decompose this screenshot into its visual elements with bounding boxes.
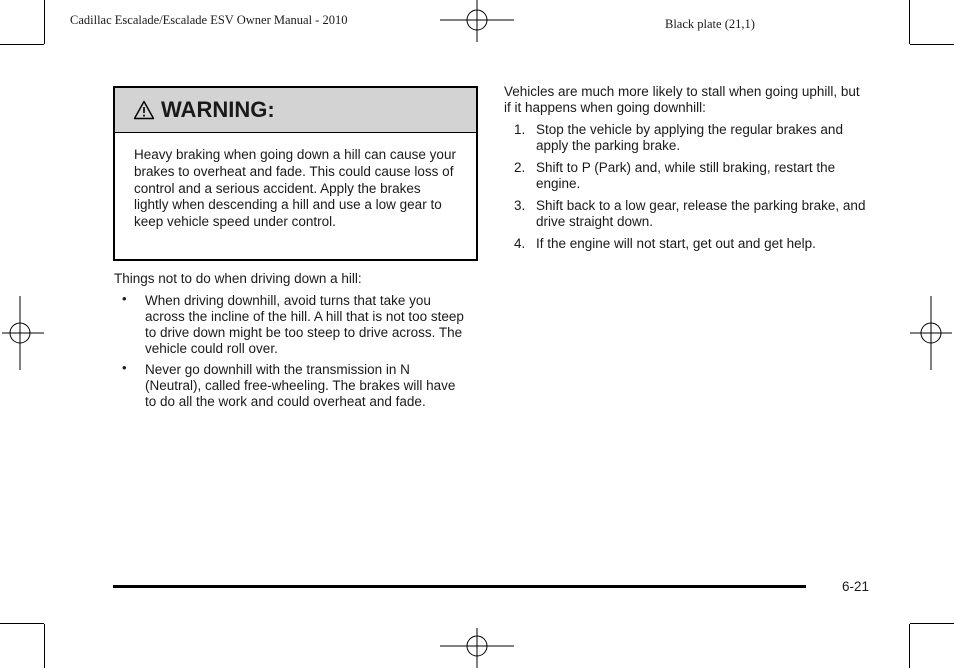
- left-intro: Things not to do when driving down a hill:: [114, 271, 362, 286]
- warning-triangle-icon: [133, 100, 155, 120]
- list-item: [504, 122, 870, 154]
- step-number: 4.: [514, 236, 526, 251]
- warning-body: Heavy braking when going down a hill can cause your brakes to overheat and fade. This could cause loss of control and a serious accident. Apply the brakes lightly when descending a hill and use a low gear to keep vehicle speed under control.: [134, 147, 456, 230]
- crop-mark: [910, 44, 954, 45]
- registration-mark-bottom: [440, 626, 514, 668]
- crop-mark: [910, 623, 954, 624]
- bullet-icon: •: [122, 291, 127, 306]
- bullet-icon: •: [122, 360, 127, 375]
- step-text: If the engine will not start, get out and get help.: [536, 236, 816, 251]
- step-text: Shift to P (Park) and, while still braking, restart the engine.: [536, 160, 836, 191]
- list-item: [504, 160, 870, 192]
- step-number: 2.: [514, 160, 526, 175]
- list-item: [114, 293, 466, 357]
- crop-mark: [909, 624, 910, 668]
- bullet-text: Never go downhill with the transmission in N (Neutral), called free-wheeling. The brakes will have to do all the work and could overheat and fade.: [145, 362, 456, 409]
- crop-mark: [0, 44, 44, 45]
- right-intro: Vehicles are much more likely to stall when going uphill, but if it happens when going downhill:: [504, 84, 860, 115]
- warning-header: [115, 88, 476, 133]
- registration-mark-top: [440, 0, 514, 44]
- plate-label: Black plate (21,1): [665, 17, 755, 31]
- warning-title: WARNING:: [161, 97, 275, 122]
- step-number: 3.: [514, 198, 526, 213]
- right-column: [504, 84, 870, 258]
- registration-mark-right: [910, 296, 954, 370]
- crop-mark: [0, 623, 44, 624]
- registration-mark-left: [0, 296, 44, 370]
- warning-box: [113, 86, 478, 261]
- list-item: [504, 236, 870, 252]
- left-column: [114, 271, 466, 415]
- bullet-text: When driving downhill, avoid turns that take you across the incline of the hill. A hill that is not too steep to drive down might be too steep to drive across. The vehicle could roll over.: [145, 293, 464, 356]
- step-text: Shift back to a low gear, release the parking brake, and drive straight down.: [536, 198, 866, 229]
- footer-rule: [113, 585, 806, 588]
- steps-list: [504, 122, 870, 252]
- list-item: [114, 362, 466, 410]
- crop-mark: [44, 0, 45, 44]
- manual-title: Cadillac Escalade/Escalade ESV Owner Manual - 2010: [70, 13, 348, 27]
- page-number: 6-21: [842, 579, 870, 594]
- crop-mark: [44, 624, 45, 668]
- bullet-list: [114, 293, 466, 410]
- step-text: Stop the vehicle by applying the regular brakes and apply the parking brake.: [536, 122, 843, 153]
- crop-mark: [909, 0, 910, 44]
- step-number: 1.: [514, 122, 526, 137]
- list-item: [504, 198, 870, 230]
